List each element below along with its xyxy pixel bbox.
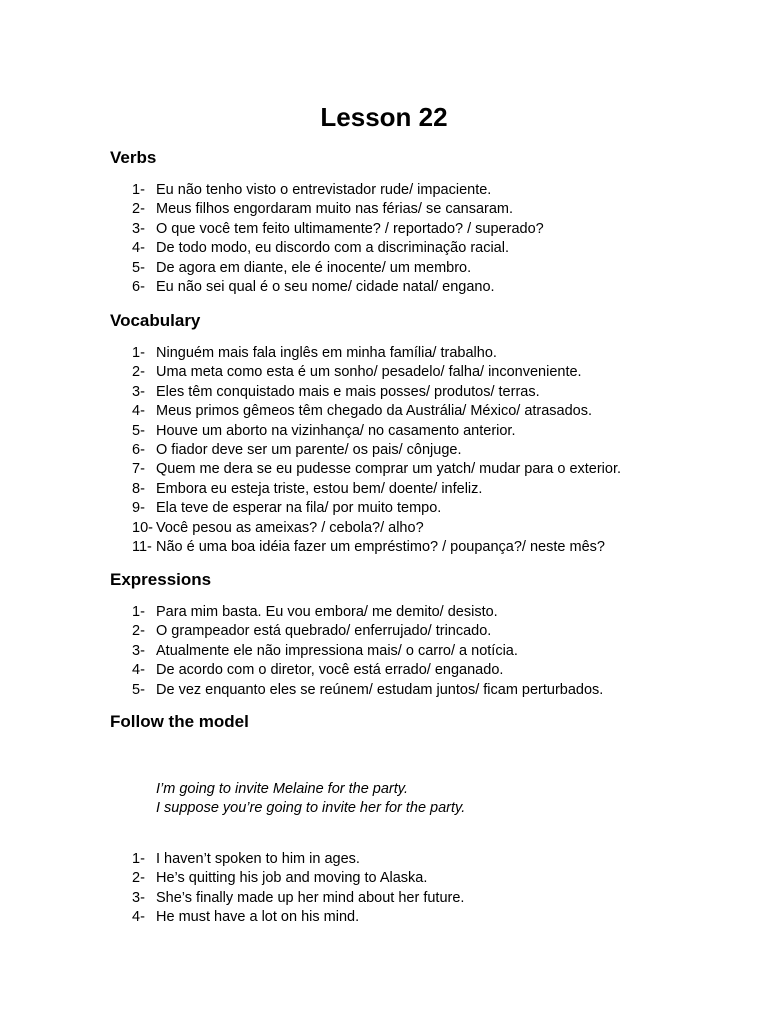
item-number: 3-	[132, 642, 145, 659]
item-text: Atualmente ele não impressiona mais/ o carro/ a notícia.	[156, 642, 518, 659]
list-item	[110, 441, 730, 460]
item-number: 10-	[132, 519, 153, 536]
list-item	[110, 278, 730, 297]
item-text: Eu não tenho visto o entrevistador rude/ impaciente.	[156, 182, 492, 198]
list-item	[110, 220, 730, 239]
item-number: 4-	[132, 662, 145, 679]
item-number: 1-	[132, 182, 145, 198]
list-item	[110, 869, 730, 888]
item-text: Você pesou as ameixas? / cebola?/ alho?	[156, 519, 424, 536]
section-heading-expressions: Expressions	[110, 570, 212, 589]
list-item	[110, 480, 730, 499]
item-text: Não é uma boa idéia fazer um empréstimo? / poupança?/ neste mês?	[156, 539, 605, 556]
list-item	[110, 499, 730, 518]
item-text: Quem me dera se eu pudesse comprar um yatch/ mudar para o exterior.	[156, 461, 622, 478]
list-item	[110, 681, 730, 700]
item-number: 7-	[132, 461, 145, 478]
vocabulary-list	[110, 344, 730, 557]
list-item	[110, 363, 730, 382]
list-item	[110, 181, 730, 200]
item-number: 9-	[132, 500, 145, 517]
list-item	[110, 642, 730, 661]
item-number: 2-	[132, 870, 145, 887]
item-text: He’s quitting his job and moving to Alaska.	[156, 870, 428, 887]
model-sentence-answer: I suppose you’re going to invite her for the party.	[156, 800, 466, 816]
expressions-list	[110, 603, 730, 700]
follow-the-model-list	[110, 850, 730, 928]
item-text: She’s finally made up her mind about her future.	[156, 889, 465, 906]
item-text: De vez enquanto eles se reúnem/ estudam juntos/ ficam perturbados.	[156, 681, 604, 698]
list-item	[110, 259, 730, 278]
item-text: Houve um aborto na vizinhança/ no casamento anterior.	[156, 422, 516, 439]
item-text: Para mim basta. Eu vou embora/ me demito/ desisto.	[156, 604, 498, 620]
section-heading-verbs: Verbs	[110, 148, 157, 167]
item-text: O grampeador está quebrado/ enferrujado/ trincado.	[156, 623, 492, 640]
item-number: 1-	[132, 604, 145, 620]
item-number: 6-	[132, 279, 145, 296]
list-item	[110, 402, 730, 421]
list-item	[110, 422, 730, 441]
item-number: 5-	[132, 259, 145, 276]
item-text: O fiador deve ser um parente/ os pais/ cônjuge.	[156, 442, 462, 459]
item-text: Eles têm conquistado mais e mais posses/ produtos/ terras.	[156, 383, 540, 400]
item-text: Eu não sei qual é o seu nome/ cidade natal/ engano.	[156, 279, 495, 296]
item-text: Embora eu esteja triste, estou bem/ doente/ infeliz.	[156, 480, 483, 497]
item-number: 2-	[132, 364, 145, 381]
page-title: Lesson 22	[320, 102, 448, 132]
list-item	[110, 622, 730, 641]
item-number: 1-	[132, 345, 145, 361]
list-item	[110, 603, 730, 622]
item-text: O que você tem feito ultimamente? / reportado? / superado?	[156, 220, 544, 237]
item-number: 8-	[132, 480, 145, 497]
item-text: Meus primos gêmeos têm chegado da Austrália/ México/ atrasados.	[156, 403, 593, 420]
item-number: 3-	[132, 383, 145, 400]
item-text: Ela teve de esperar na fila/ por muito tempo.	[156, 500, 442, 517]
list-item	[110, 908, 730, 927]
item-number: 1-	[132, 851, 145, 867]
list-item	[110, 661, 730, 680]
item-number: 2-	[132, 201, 145, 218]
list-item	[110, 519, 730, 538]
item-number: 6-	[132, 442, 145, 459]
list-item	[110, 239, 730, 258]
item-number: 5-	[132, 422, 145, 439]
item-text: Meus filhos engordaram muito nas férias/ se cansaram.	[156, 201, 514, 218]
item-number: 2-	[132, 623, 145, 640]
list-item	[110, 850, 730, 869]
item-text: De acordo com o diretor, você está errado/ enganado.	[156, 662, 504, 679]
item-number: 11-	[132, 539, 152, 556]
list-item	[110, 538, 730, 557]
item-text: De agora em diante, ele é inocente/ um membro.	[156, 259, 472, 276]
list-item	[110, 200, 730, 219]
list-item	[110, 344, 730, 363]
item-text: Ninguém mais fala inglês em minha família/ trabalho.	[156, 345, 497, 361]
item-number: 3-	[132, 889, 145, 906]
item-text: He must have a lot on his mind.	[156, 909, 360, 926]
item-number: 4-	[132, 240, 145, 257]
list-item	[110, 383, 730, 402]
item-number: 5-	[132, 681, 145, 698]
section-heading-vocabulary: Vocabulary	[110, 311, 201, 330]
item-number: 3-	[132, 220, 145, 237]
item-text: De todo modo, eu discordo com a discriminação racial.	[156, 240, 509, 257]
item-text: I haven’t spoken to him in ages.	[156, 851, 360, 867]
item-number: 4-	[132, 909, 145, 926]
section-heading-follow-the-model: Follow the model	[110, 712, 249, 731]
verbs-list	[110, 181, 730, 297]
item-number: 4-	[132, 403, 145, 420]
item-text: Uma meta como esta é um sonho/ pesadelo/ falha/ inconveniente.	[156, 364, 582, 381]
list-item	[110, 460, 730, 479]
list-item	[110, 889, 730, 908]
model-sentence-prompt: I’m going to invite Melaine for the party.	[156, 781, 408, 797]
